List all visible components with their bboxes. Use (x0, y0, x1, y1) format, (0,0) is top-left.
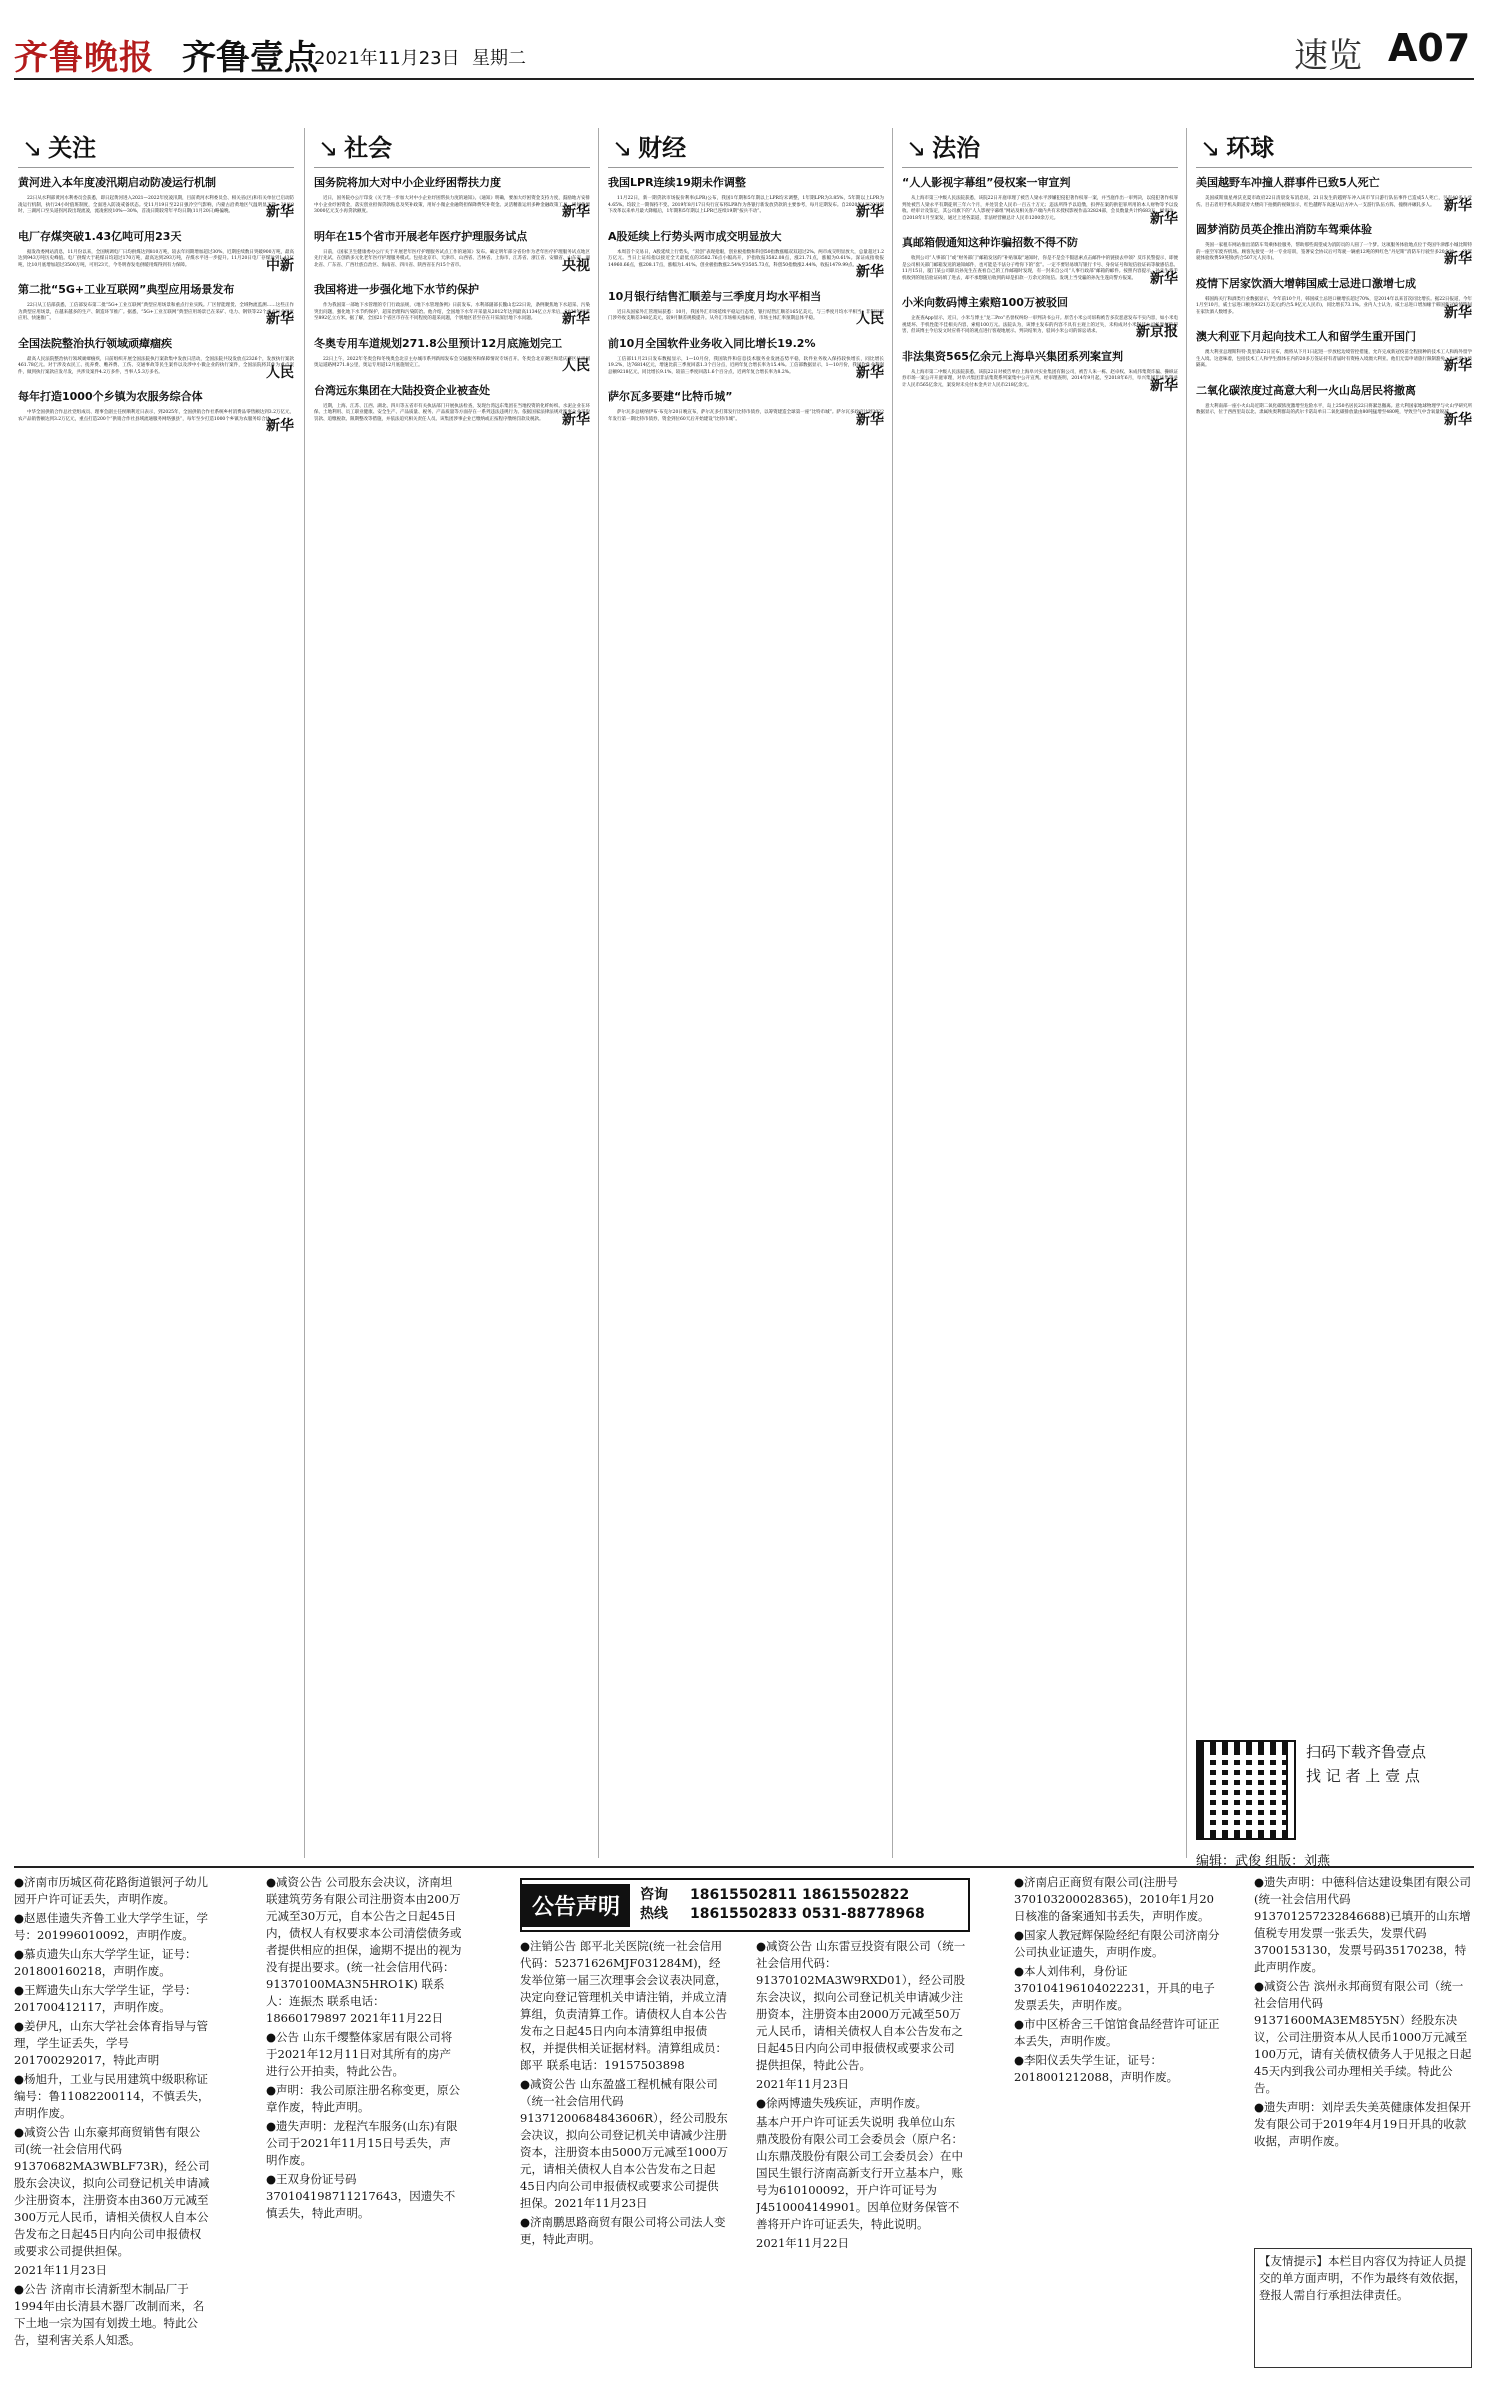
article-text: 澳大利亚总理斯科特·莫里森22日宣布，澳将从下月1日起进一步放松边境管控措施，允许完成新冠疫苗全程接种的技术工人和海外留学生入境。这意味着，包括技术工人和学生群体在内的20多万签证持有者届时有资格入境澳大利亚。他们无需申请旅行限制豁免，也无需入境隔离。 (1196, 350, 1472, 368)
article-body (18, 356, 294, 381)
classified-notice: ●王双身份证号码370104198711217643，因遗失不慎丢失，特此声明。 (266, 2172, 456, 2220)
news-article (1196, 223, 1472, 267)
notice-banner (520, 1878, 970, 1932)
section-title: 法治 (932, 134, 981, 162)
ad-column (520, 1938, 730, 2378)
article-body (608, 196, 884, 220)
classified-notice: ●姜伊凡，山东大学社会体育指导与管理，学生证丢失，学号201700292017，特此声明 (14, 2019, 209, 2067)
classified-notice: 2021年11月22日 (756, 2236, 850, 2250)
news-article (608, 336, 884, 381)
qr-caption: 扫码下载齐鲁壹点 (1306, 1743, 1427, 1761)
article-source: 新华 (266, 311, 294, 327)
article-text: 22日从水利部黄河水利委员会获悉，即日起黄河进入2021—2022年度凌汛期，目前黄河水利委员会、相关省(区)和有关单位已启动防凌运行机制，执行24小时值班制度，全面进入防凌戒备状态。受11月19日至22日强冷空气影响，内蒙古沿黄地区气温明显下降。22日8时，三湖河口至头道拐河段出现流凌，流凌密度10%—30%，首凌日期较常年平均日期(11月20日)略偏晚。 (18, 196, 294, 214)
page-section: 速览 (1294, 36, 1362, 76)
classified-notice: ●徐两博遗失残疾证，声明作废。 (756, 2096, 928, 2110)
article-text: 22日上午，2022年冬奥会和冬残奥会北京主办城市系列新闻发布会交通服务和保障情况专场召开。冬奥会北京赛区和延庆赛区共规划奥运道路网271.8公里，奥运专用道12月底施划完工。 (314, 356, 590, 368)
column-caijing (608, 122, 884, 1862)
article-source: 新华 (1150, 270, 1178, 287)
hotline-phone: 18615502811 18615502822 (690, 1887, 910, 1903)
classified-notice: ●公告 济南市长清新型木制品厂于1994年由长清县木器厂改制而来，名下土地一宗为国有划拨土地。特此公告，望利害关系人知悉。 (14, 2282, 205, 2347)
classified-notice: ●声明：我公司原注册名称变更，原公章作废，特此声明。 (266, 2083, 461, 2114)
classified-notice: 2021年11月23日 (756, 2077, 850, 2091)
editor-credits: 编辑：武俊 组版：刘燕 (1196, 1854, 1331, 1869)
qr-section (1196, 1730, 1466, 1869)
article-source: 中新 (266, 257, 294, 274)
article-source: 新华 (856, 364, 884, 381)
article-source: 新华 (1150, 210, 1178, 227)
classified-ads (14, 1866, 1474, 2388)
news-article (902, 296, 1178, 340)
news-article (608, 289, 884, 327)
article-source: 新京报 (1136, 324, 1178, 340)
article-body (18, 410, 294, 434)
article-body (902, 196, 1178, 227)
news-article (314, 229, 590, 274)
article-body (1196, 296, 1472, 321)
article-headline[interactable]: 二氧化碳浓度过高意大利一火山岛居民将撤离 (1196, 383, 1416, 397)
article-source: 新华 (856, 411, 884, 428)
banner-title: 公告声明 (522, 1884, 630, 1927)
arrow-icon: ↘ (1200, 134, 1221, 162)
article-source: 新华 (1444, 304, 1472, 321)
classified-notice: ●遗失声明：刘岸丢失美英健康体发担保开发有限公司于2019年4月19日开具的收款收据，声明作废。 (1254, 2100, 1472, 2148)
section-title: 财经 (638, 134, 687, 162)
classified-notice: ●国家人教冠辉保险经纪有限公司济南分公司执业证遗失，声明作废。 (1014, 1928, 1220, 1959)
article-text: 近日，国务院办公厅印发《关于进一步加大对中小企业纾困帮扶力度的通知》。《通知》明确，要加大纾困资金支持力度，鼓励地方安排中小企业纾困资金，落实创业担保贷款贴息及奖补政策，用好小微企业融资担保降费奖补资金。灵活精准运用多种金融政策工具，用好新增3000亿元支小再贷款额度。 (314, 196, 590, 214)
article-source: 央视 (562, 257, 590, 274)
article-text: 中华全国供销合作总社党组成员、理事会副主任侯顺利近日表示，到2025年，全国供销合作社系统乡村消费品零售额达到3.2万亿元，农产品销售额达到3.2万亿元，重点打造200个“供销合作社县域流通服务网络强县”，每年至少打造1000个乡镇为农服务综合体。 (18, 410, 294, 422)
news-article (902, 176, 1178, 227)
section-header (314, 122, 590, 168)
article-body (18, 249, 294, 274)
article-source: 新华 (1444, 251, 1472, 267)
article-source: 人民 (562, 358, 590, 374)
classified-notice: ●济南启正商贸有限公司(注册号370103200028365)，2010年1月20日核准的备案通知书丢失，声明作废。 (1014, 1875, 1214, 1923)
news-article (314, 336, 590, 374)
article-source: 新华 (1150, 377, 1178, 394)
classified-notice: ●济南市历城区荷花路街道银河子幼儿园开户许可证丢失，声明作废。 (14, 1875, 209, 1906)
article-text: 日前，《国家卫生健康委办公厅关于开展老年医疗护理服务试点工作的通知》发布。确定明年部分省份作为老年医疗护理服务试点地区先行先试，在创新多元化老年医疗护理服务模式。包括北京市、天津市、山西省、吉林省、上海市、江苏省、浙江省、安徽省、山东省、湖北省、广东省、广西壮族自治区、海南省、四川省、陕西省在内15个省市。 (314, 249, 590, 268)
article-body (18, 303, 294, 327)
article-headline[interactable]: 每年打造1000个乡镇为农服务综合体 (18, 390, 203, 403)
column-shehui (314, 122, 590, 1862)
article-headline[interactable]: 明年在15个省市开展老年医疗护理服务试点 (314, 229, 528, 243)
arrow-icon: ↘ (612, 134, 633, 162)
article-text: 意大利南部一座小火山岛近期二氧化碳浓度激增至危险水平，岛上250名居民22日将紧急撤离。意大利国家地球物理学与火山学研究所数据显示，位于西西里岛以北、隶属埃奥利群岛的武尔卡诺岛单日二氧化碳排放量由80吨猛增至480吨，导致空气中含氧量锐减。 (1196, 403, 1472, 415)
classified-notice: ●减资公告 滨州永邦商贸有限公司（统一社会信用代码91371600MA3EM85Y5N）经股东决议，公司注册资本从人民币1000万元减至100万元，请有关债权债务人于见报之日起45天内到我公司办理相关手续。特此公告。 (1254, 1979, 1472, 2095)
column-fazhi (902, 122, 1178, 1862)
section-header (18, 122, 294, 168)
column-divider (304, 128, 305, 1858)
hotline-phone: 18615502833 0531-88778968 (690, 1906, 925, 1922)
article-body (18, 196, 294, 220)
classified-notice: ●减资公告 公司股东会决议，济南坦联建筑劳务有限公司注册资本由200万元减至30万元，自本公告之日起45日内，债权人有权要求本公司清偿债务或者提供相应的担保，逾期不提出的视为没有提出要求。(统一社会信用代码：91370100MA3N5HRO1K) 联系人：连振杰 联系电话：18660179897 2021年11月22日 (266, 1875, 462, 2025)
article-body (1196, 350, 1472, 374)
classified-notice: ●本人刘伟利，身份证370104196104022231，开具的电子发票丢失，声明作废。 (1014, 1964, 1215, 2012)
article-headline[interactable]: 我国LPR连续19期未作调整 (608, 176, 746, 189)
ad-column (14, 1874, 210, 2379)
article-body (314, 196, 590, 220)
news-article (608, 390, 884, 428)
article-body (608, 309, 884, 327)
article-source: 新华 (856, 204, 884, 220)
article-source: 人民 (856, 311, 884, 327)
article-source: 新华 (1444, 197, 1472, 214)
column-guanzhu (18, 122, 294, 1862)
article-headline[interactable]: 澳大利亚下月起向技术工人和留学生重开国门 (1196, 330, 1416, 343)
news-article (314, 283, 590, 327)
article-headline[interactable]: 电厂存煤突破1.43亿吨可用23天 (18, 229, 182, 243)
classified-notice: ●慕贞遗失山东大学学生证，证号：201800160218，声明作废。 (14, 1947, 197, 1978)
ad-column (1254, 1874, 1472, 2234)
classified-notice: ●济南鹏思路商贸有限公司将公司法人变更，特此声明。 (520, 2215, 726, 2246)
section-header (608, 122, 884, 168)
classified-notice: ●杨旭升，工业与民用建筑中级职称证编号：鲁11082200114，不慎丢失，声明作废。 (14, 2072, 210, 2120)
arrow-icon: ↘ (22, 134, 43, 162)
article-headline[interactable]: 台湾远东集团在大陆投资企业被查处 (314, 383, 490, 397)
section-title: 关注 (48, 134, 97, 162)
news-article (1196, 276, 1472, 321)
qr-caption-sub: 找 记 者 上 壹 点 (1306, 1767, 1420, 1785)
news-article (18, 390, 294, 434)
article-source: 新华 (562, 311, 590, 327)
article-headline[interactable]: 非法集资565亿余元上海阜兴集团系列案宣判 (902, 349, 1123, 363)
article-source: 人民 (266, 364, 294, 381)
article-body (1196, 403, 1472, 428)
article-headline[interactable]: 10月银行结售汇顺差与三季度月均水平相当 (608, 289, 822, 303)
brand-logo: 齐鲁壹点 (182, 38, 318, 78)
article-text: 企查查App显示，近日，小米与博主“龙二Pro”名誉权纠纷一审判决书公开。原告小米公司诉称被告多次恶意发布不实内容，如小米电视烧坏、手机性能不佳相关内容，索赔100万元。法院认为，该博主发布的内容不具有主观上的过失，未构成对小米科技公司名誉权的侵害，但该博主今后发文时应将不同的观点进行客观地展示。判决结果为，驳回小米公司的诉讼请求。 (902, 316, 1178, 334)
column-divider (598, 128, 599, 1858)
news-article (314, 176, 590, 220)
article-text: 11月22日，新一期贷款市场报价利率(LPR)公布，我国1年期和5年期以上LPR均未调整，1年期LPR为3.85%，5年期以上LPR为4.65%。均较上一期保持不变。2019年8月17日央行宣布将LPR作为各银行新发放贷款的主要参考，每月定期发布。自2020年4月20日创下改革以来单月最大降幅后，1年期和5年期以上LPR已连续19期“按兵不动”。 (608, 196, 884, 214)
masthead-rule (14, 78, 1474, 80)
article-headline[interactable]: 疫情下居家饮酒大增韩国威士忌进口激增七成 (1196, 276, 1416, 290)
news-article (314, 383, 590, 428)
article-body (608, 410, 884, 428)
news-columns (14, 122, 1474, 1862)
article-text: 萨尔瓦多总统纳伊布·布克尔20日晚宣布，萨尔瓦多打算发行比特币债券，以筹资建造全球第一座“比特币城”。萨尔瓦多政府计划2022年发行第一期比特币债券，资金到位60天后开始建设“比特币城”。 (608, 410, 884, 422)
news-article (18, 283, 294, 327)
section-title: 环球 (1226, 134, 1275, 162)
news-article (18, 336, 294, 381)
article-text: 工信部11月21日发布数据显示，1—10月份，我国软件和信息技术服务业发展态势平稳，软件业务收入保持较快增长，同比增长19.2%，达76814亿元，增速比前三季度回落1.3个百分点，近两年复合增长率为15.4%。工信部数据显示，1—10月份，我国软件业利润总额9218亿元，同比增长9.1%，较前三季度回落1.6个百分点，近两年复合增长率为8.2%。 (608, 356, 884, 375)
article-body (1196, 196, 1472, 214)
article-body (902, 369, 1178, 394)
section-title: 社会 (344, 134, 393, 162)
classified-notice: ●减资公告 山东豪邦商贸销售有限公司(统一社会信用代码91370682MA3WBLF73R)，经公司股东会决议，拟向公司登记机关申请减少注册资本，注册资本由360万元减至300万元人民币，请相关债权人自本公告发布之日起45日内向公司申报债权或要求公司提供担保。 (14, 2125, 210, 2258)
article-body (314, 403, 590, 428)
classified-notice: ●减资公告 山东雷豆投资有限公司（统一社会信用代码：91370102MA3W9RXD01），经公司股东会决议，拟向公司登记机关申请减少注册资本，注册资本由2000万元减至50万元人民币，请相关债权人自本公告发布之日起45日内向公司申报债权或要求公司提供担保，特此公告。 (756, 1939, 966, 2072)
article-headline[interactable]: 国务院将加大对中小企业纾困帮扶力度 (314, 176, 501, 189)
classified-notice: ●公告 山东千缨整体家居有限公司将于2021年12月11日对其所有的房产进行公开拍卖，特此公告。 (266, 2030, 453, 2078)
news-article (902, 236, 1178, 287)
section-header (1196, 122, 1472, 168)
article-headline[interactable]: 小米向数码博主索赔100万被驳回 (902, 296, 1068, 309)
article-body (902, 256, 1178, 287)
article-headline[interactable]: A股延续上行势头两市成交明显放大 (608, 229, 782, 243)
column-divider (892, 128, 893, 1858)
article-source: 新华 (856, 264, 884, 280)
article-headline[interactable]: 全国法院整治执行领域顽瘴痼疾 (18, 336, 172, 350)
friendly-notice: 【友情提示】本栏目内容仅为持证人员提交的单方面声明，不作为最终有效依据，登报人需自行承担法律责任。 (1254, 2248, 1472, 2368)
article-text: 22日从工信部获悉，工信部发布第二批“5G+工业互联网”典型应用场景和重点行业实践。厂区智能理货、全域物流监测……这些正作为典型应用场景，在越来越多的生产、制造环节推广。据悉，“5G+工业互联网”典型应用场景已在采矿、电力、钢铁等22个重点行业深度应用、快速推广。 (18, 303, 294, 321)
article-source: 新华 (1444, 358, 1472, 374)
classified-notice: ●减资公告 山东盈盛工程机械有限公司（统一社会信用代码91371200684843606R），经公司股东会决议，拟向公司登记机关申请减少注册资本，注册资本由5000万元减至1000万元，请相关债权人自本公告发布之日起45日内向公司申报债权或要求公司提供担保。2021年11月23日 (520, 2077, 729, 2210)
column-huanqiu (1196, 122, 1472, 1862)
article-headline[interactable]: 前10月全国软件业务收入同比增长19.2% (608, 336, 816, 350)
article-text: 近期，上海、江苏、江西、湖北、四川等五省市有关执法部门开展执法检查，发现台湾远东集团在当地投资的化纤纺织、水泥企业在环保、土地利用、员工职业健康、安全生产、产品质量、税务、产品质量等方面存在一系列违法违规行为。依据国家法律法规对涉事企业采取罚款、追缴税款、限期整改等措施，并依法追究相关责任人员。该集团涉事企业已缴纳或正按程序缴纳罚款及税款。 (314, 403, 590, 422)
classified-notice: ●市中区桥舍三千馆馆食品经营许可证正本丢失，声明作废。 (1014, 2017, 1220, 2048)
news-article (18, 229, 294, 274)
ad-column (756, 1938, 966, 2378)
article-headline[interactable]: 美国越野车冲撞人群事件已致5人死亡 (1196, 176, 1380, 189)
article-source: 新华 (562, 411, 590, 428)
article-body (314, 303, 590, 327)
article-body (608, 249, 884, 280)
article-source: 新华 (562, 204, 590, 220)
arrow-icon: ↘ (906, 134, 927, 162)
article-text: 本周首个交易日，A股延续上行势头，“双创”表现抢眼，创业板指数和科创50指数涨幅双双超过2%。两市成交明显放大，总量超过1.2万亿元。当日上证综指以接近全天最低点的3582.76点小幅高开，沪指收报3582.08点，涨21.71点，涨幅为0.61%。深证成指收报14960.66点，涨208.17点，涨幅为1.41%。创业板指数涨2.54%至3505.73点，科创50指数涨2.44%，收报1479.99点。 (608, 249, 884, 268)
article-text: 据发改委网站消息，11月份以来，全国统调电厂日均供煤达到810万吨，较去年同期增加超过30%，近期连续数日突破900万吨，最高达到943万吨历史峰值。电厂供煤大于耗煤日均超过170万吨，最高达到293万吨，存煤水平进一步提升。11月20日电厂存煤达到1.43亿吨，比10月底增加超过3500万吨，可用23天，今冬明春发电供暖用煤得到有力保障。 (18, 249, 294, 268)
article-body (314, 249, 590, 274)
article-source: 新华 (1444, 411, 1472, 428)
article-headline[interactable]: 真邮箱假通知这种诈骗招数不得不防 (902, 236, 1078, 249)
article-headline[interactable]: 圆梦消防员英企推出消防车驾乘体验 (1196, 223, 1372, 236)
ad-column (1014, 1874, 1224, 2379)
paper-logo: 齐鲁晚报 (14, 38, 154, 78)
classified-notice: ●遗失声明：中德科信达建设集团有限公司(统一社会信用代码913701257232846688)已填开的山东增值税专用发票一张丢失，发票代码3700153130，发票号码35170238，特此声明作废。 (1254, 1875, 1472, 1974)
article-body (902, 316, 1178, 340)
news-article (1196, 176, 1472, 214)
classified-notice: 2021年11月23日 (14, 2263, 108, 2277)
article-headline[interactable]: 黄河进入本年度凌汛期启动防凌运行机制 (18, 176, 216, 189)
article-headline[interactable]: 冬奥专用车道规划271.8公里预计12月底施划完工 (314, 336, 563, 350)
article-text: 作为我国第一部地下水管理的专门行政法规，《地下水管理条例》日前发布。水利部副部长魏山忠22日说，条例聚焦地下水超采、污染突出问题，强化地下水节约保护，超采治理和污染防治。他介绍，全国地下水年开采量从2012年达到最高1134亿立方米后，2020年回落至892亿立方米。据了解，全国21个省区市存在不同程度的超采问题，个别地区甚至存在开采深层地下水问题。 (314, 303, 590, 321)
article-text: 英国一家租车网站推出消防车驾乘体验服务，帮助那些渴望成为消防员的人圆了一个梦。这项服务体验地点位于英国牛津郡小城比斯特的一座空军废弃机场。顾客先接受一对一专业培训，签署安全协议后可驾驶一辆重12吨的鲜红色“丹尼斯”消防车行驶至多20分钟。一次驾驶体验收费59英镑(约合507元人民币)。 (1196, 243, 1472, 261)
classified-notice: 基本户开户许可证丢失说明 我单位山东鼎茂股份有限公司工会委员会（原户名：山东鼎茂股份有限公司工会委员会）在中国民生银行济南高新支行开立基本户，账号为610100092，开户许可证号为J4510004149901。因单位财务保管不善将开户许可证丢失，特此说明。 (756, 2115, 963, 2231)
article-text: 最高人民法院整治执行领域顽瘴痼疾，日前组织开展全国法院执行案款集中发放日活动，全国法院共设发放点2326个，发放执行案款461.78亿元。对于涉及农民工、抚养费、赡养费、工伤、交通事故等民生案件以及涉中小微企业的执行案件，全国法院将其作为重点案件，做到执行案款应发尽发，共涉及案件4.2万多件，当事人5.3万多名。 (18, 356, 294, 375)
section-header (902, 122, 1178, 168)
article-headline[interactable]: 第二批“5G+工业互联网”典型应用场景发布 (18, 283, 235, 296)
article-text: 从上海市第二中级人民法院获悉，该院22日对被告单位上海阜兴实业集团有限公司，被告人朱一栋、赵卓权、朱成伟集资诈骗、操纵证券市场一案公开开庭审理，对阜兴集团非法集资系列案集中公开宣判。经审理查明，2014年9月起，至2018年6月，阜兴集团非法集资共计人民币565亿余元，案发时未兑付本金共计人民币218亿余元。 (902, 369, 1178, 388)
article-source: 新华 (266, 418, 294, 434)
classified-notice: ●王辉遗失山东大学学生证，学号：201700412117，声明作废。 (14, 1983, 197, 2014)
issue-weekday: 星期二 (472, 48, 526, 69)
hotline-label: 咨询热线 (640, 1887, 669, 1922)
news-article (1196, 330, 1472, 374)
news-article (18, 176, 294, 220)
classified-notice: ●赵恩佳遗失齐鲁工业大学学生证，学号：201996010092，声明作废。 (14, 1911, 209, 1942)
article-body (608, 356, 884, 381)
article-text: 近日从国家外汇管理局获悉：10月，我国外汇市场延续平稳运行态势，银行结售汇顺差165亿美元，与三季度月均水平相当；非银行部门涉外收支顺差348亿美元，较9月顺差规模提升。从外汇市场相关指标看，市场主体汇率预期总体平稳。 (608, 309, 884, 321)
classified-notice: ●李阳仪丢失学生证，证号：2018001212088，声明作废。 (1014, 2053, 1179, 2084)
masthead (14, 0, 1474, 118)
ad-column (266, 1874, 462, 2379)
article-text: 美国威斯康星州沃克夏市政府22日清晨发布消息说，21日发生的越野车冲入该市节日游行队伍事件已造成5人死亡，另有40多人受伤。目击者用手机从街道旁大楼向下拍摄的视频显示，红色越野车高速从后方冲入一支游行队伍方阵，撞倒并碾轧多人。 (1196, 196, 1472, 208)
issue-date: 2021年11月23日 (314, 48, 460, 69)
news-article (608, 176, 884, 220)
article-body (314, 356, 590, 374)
column-divider (1186, 128, 1187, 1858)
news-article (608, 229, 884, 280)
classified-notice: ●注销公告 郎平北关医院(统一社会信用代码：52371626MJF031284M)，经发举位第一届三次理事会会议表决同意，决定向登记管理机关申请注销，并成立清算组，负责清算工作。请债权人自本公告发布之日起45日内向本清算组申报债权，并提供相关证据材料。清算组成员：郎平 联系电话：19157503898 (520, 1939, 727, 2072)
qr-code-icon[interactable] (1196, 1740, 1296, 1840)
article-body (1196, 243, 1472, 267)
page-number: A07 (1388, 26, 1471, 70)
news-article (1196, 383, 1472, 428)
article-text: 收到公司“人事部门”或“财务部门”邮箱发送的“补贴领取”通知时，你是不是会不假思索点击邮件中的链接去申领？反诈民警提示，即便是公司相关部门邮箱发送的通知邮件，也可能是不法分子给你下的“套”。一定不要轻易填写银行卡号、身份证号和短信验证码等敏感信息。11月15日，厦门某公司职员孙先生在查看自己的工作邮箱时发现，有一封来自公司“人事行政部”邮箱的邮件。按照内容提示，孙先生将手机收到的短信验证码填了进去，却不承想随后收到的却是扣款一万余元的短信。发现上当受骗的孙先生遂向警方报案。 (902, 256, 1178, 281)
article-headline[interactable]: 萨尔瓦多要建“比特币城” (608, 390, 733, 403)
arrow-icon: ↘ (318, 134, 339, 162)
article-headline[interactable]: “人人影视字幕组”侵权案一审宣判 (902, 176, 1071, 189)
article-headline[interactable]: 我国将进一步强化地下水节约保护 (314, 283, 479, 296)
news-article (902, 349, 1178, 394)
classified-notice: ●遗失声明：龙程汽车服务(山东)有限公司于2021年11月15日号丢失，声明作废。 (266, 2119, 458, 2167)
article-text: 韩国海关厅和酒类行业数据显示，今年前10个月，韩国威士忌进口额增长超过70%，是2014年以来首次同比增长。据22日报道，今年1月至10月，威士忌进口额为9321万美元(约合5.9亿元人民币)，同比增长73.1%。业内人士认为，威士忌进口增加缘于韩国新冠疫情期间在家饮酒人数增多。 (1196, 296, 1472, 315)
article-source: 新华 (266, 204, 294, 220)
article-text: 从上海市第三中级人民法院获悉，该院22日开庭审理了被告人梁永平涉嫌犯侵犯著作权罪一案，并当庭作出一审判决，以侵犯著作权罪判处被告人梁永平有期徒刑三年六个月，并处罚金人民币一百五十万元；违法所得予以追缴，扣押在案的供犯罪所用的本人财物等予以没收。经审计及鉴定，其公司旗下的“人人影视字幕组”网站及相关客户端内共有未授权影视作品32824部，会员数量共计约683万。经审计，自2018年1月至案发，通过上述各渠道，非法经营额总计人民币1200余万元。 (902, 196, 1178, 221)
